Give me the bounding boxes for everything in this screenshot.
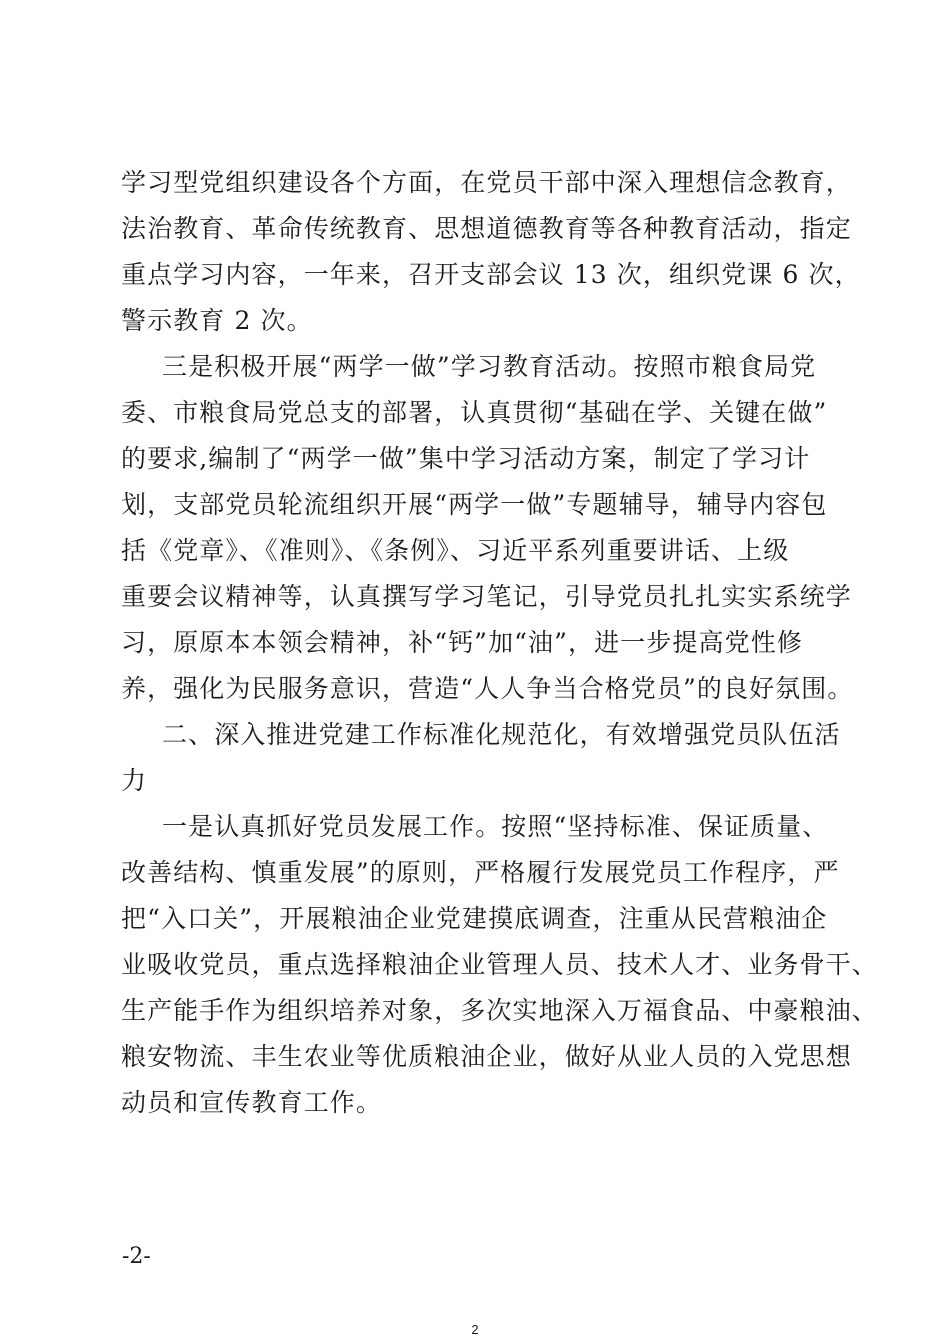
section-heading-line: 力 — [121, 766, 148, 795]
body-text-line: 粮安物流、丰生农业等优质粮油企业，做好从业人员的入党思想 — [121, 1042, 852, 1071]
section-heading-line: 二、深入推进党建工作标准化规范化，有效增强党员队伍活 — [162, 720, 841, 749]
body-text-line: 划，支部党员轮流组织开展“两学一做”专题辅导，辅导内容包 — [121, 490, 828, 519]
page-number: 2 — [471, 1322, 479, 1337]
body-text-line: 括《党章》、《准则》、《条例》、习近平系列重要讲话、上级 — [121, 536, 790, 565]
body-text-line: 法治教育、革命传统教育、思想道德教育等各种教育活动，指定 — [121, 214, 852, 243]
body-text-line: 委、市粮食局党总支的部署，认真贯彻“基础在学、关键在做” — [121, 398, 828, 427]
body-text-line: 重点学习内容，一年来，召开支部会议 13 次，组织党课 6 次， — [121, 260, 861, 289]
body-text-line: 生产能手作为组织培养对象，多次实地深入万福食品、中豪粮油、 — [121, 996, 878, 1025]
body-text-line: 养，强化为民服务意识，营造“人人争当合格党员”的良好氛围。 — [121, 674, 854, 703]
body-text-line: 把“入口关”，开展粮油企业党建摸底调查，注重从民营粮油企 — [121, 904, 828, 933]
body-text-line: 业吸收党员，重点选择粮油企业管理人员、技术人才、业务骨干、 — [121, 950, 878, 979]
body-text-line: 习，原原本本领会精神，补“钙”加“油”，进一步提高党性修 — [121, 628, 803, 657]
body-text-line: 学习型党组织建设各个方面，在党员干部中深入理想信念教育， — [121, 168, 852, 197]
body-text-line: 重要会议精神等，认真撰写学习笔记，引导党员扎扎实实系统学 — [121, 582, 852, 611]
paragraph-start-line: 三是积极开展“两学一做”学习教育活动。按照市粮食局党 — [162, 352, 817, 381]
body-text-line: 改善结构、慎重发展”的原则，严格履行发展党员工作程序，严 — [121, 858, 840, 887]
page-footer-label: -2- — [122, 1244, 151, 1269]
body-text-line: 动员和宣传教育工作。 — [121, 1088, 383, 1117]
body-text-line: 警示教育 2 次。 — [121, 306, 313, 335]
paragraph-start-line: 一是认真抓好党员发展工作。按照“坚持标准、保证质量、 — [162, 812, 829, 841]
body-text-line: 的要求,编制了“两学一做”集中学习活动方案，制定了学习计 — [121, 444, 811, 473]
